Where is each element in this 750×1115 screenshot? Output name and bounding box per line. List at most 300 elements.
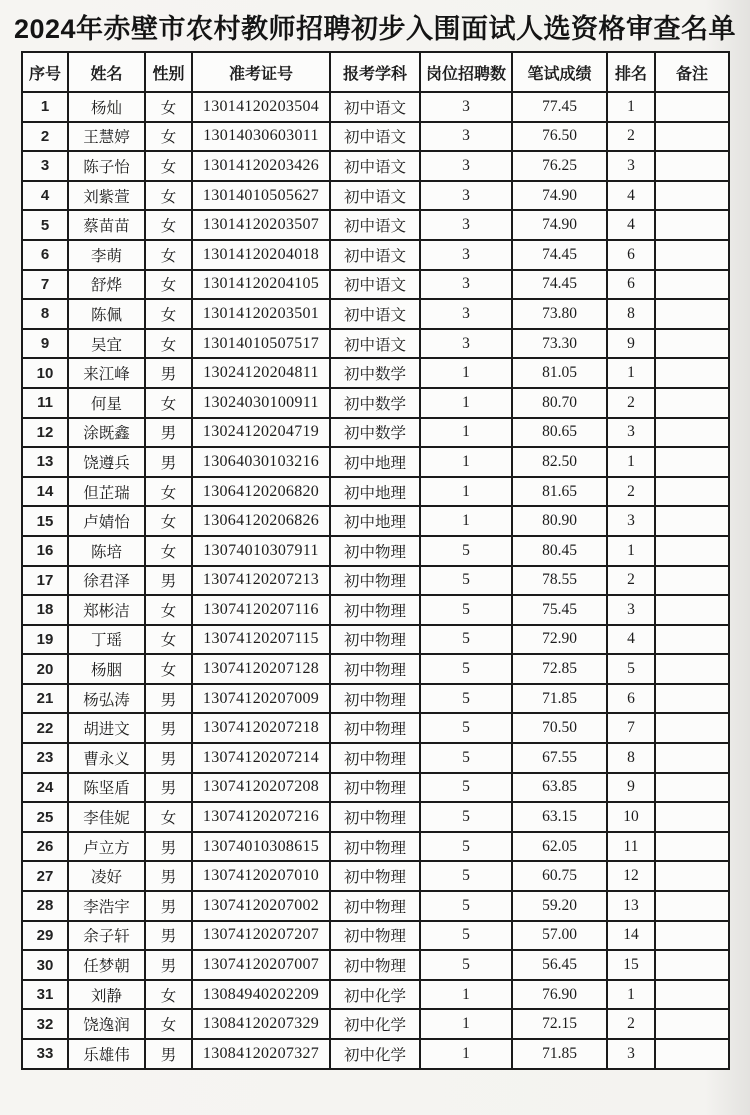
- cell-no: 1: [22, 92, 68, 122]
- cell-exam-no: 13084120207327: [192, 1039, 330, 1069]
- cell-exam-no: 13074120207207: [192, 921, 330, 951]
- cell-gender: 女: [145, 625, 192, 655]
- cell-rank: 5: [607, 654, 655, 684]
- cell-positions: 5: [420, 595, 512, 625]
- cell-exam-no: 13074120207216: [192, 802, 330, 832]
- cell-subject: 初中物理: [330, 861, 420, 891]
- cell-no: 33: [22, 1039, 68, 1069]
- cell-remark: [655, 92, 729, 122]
- table-row: [22, 358, 729, 388]
- table-row: [22, 329, 729, 359]
- cell-positions: 5: [420, 802, 512, 832]
- cell-score: 62.05: [512, 832, 607, 862]
- cell-rank: 2: [607, 477, 655, 507]
- cell-subject: 初中语文: [330, 329, 420, 359]
- cell-gender: 女: [145, 388, 192, 418]
- cell-score: 74.45: [512, 270, 607, 300]
- cell-remark: [655, 713, 729, 743]
- table-row: [22, 595, 729, 625]
- cell-name: 但芷瑞: [68, 477, 145, 507]
- cell-score: 73.30: [512, 329, 607, 359]
- table-row: [22, 625, 729, 655]
- cell-remark: [655, 240, 729, 270]
- cell-subject: 初中化学: [330, 1009, 420, 1039]
- cell-name: 杨胭: [68, 654, 145, 684]
- cell-name: 舒烨: [68, 270, 145, 300]
- cell-name: 陈培: [68, 536, 145, 566]
- cell-remark: [655, 980, 729, 1010]
- cell-remark: [655, 566, 729, 596]
- cell-score: 74.45: [512, 240, 607, 270]
- cell-positions: 1: [420, 418, 512, 448]
- cell-positions: 3: [420, 240, 512, 270]
- cell-subject: 初中物理: [330, 566, 420, 596]
- cell-name: 李佳妮: [68, 802, 145, 832]
- cell-no: 29: [22, 921, 68, 951]
- cell-rank: 1: [607, 536, 655, 566]
- cell-rank: 13: [607, 891, 655, 921]
- cell-subject: 初中地理: [330, 447, 420, 477]
- header-no: 序号: [22, 52, 68, 92]
- cell-remark: [655, 418, 729, 448]
- cell-remark: [655, 477, 729, 507]
- cell-name: 乐雄伟: [68, 1039, 145, 1069]
- cell-subject: 初中化学: [330, 980, 420, 1010]
- cell-rank: 2: [607, 388, 655, 418]
- cell-score: 72.90: [512, 625, 607, 655]
- table-row: [22, 1039, 729, 1069]
- table-row: [22, 122, 729, 152]
- cell-positions: 5: [420, 684, 512, 714]
- cell-exam-no: 13074010307911: [192, 536, 330, 566]
- cell-rank: 3: [607, 418, 655, 448]
- cell-gender: 男: [145, 832, 192, 862]
- cell-no: 13: [22, 447, 68, 477]
- cell-remark: [655, 684, 729, 714]
- header-name: 姓名: [68, 52, 145, 92]
- cell-remark: [655, 654, 729, 684]
- table-row: [22, 447, 729, 477]
- cell-gender: 女: [145, 536, 192, 566]
- cell-rank: 6: [607, 684, 655, 714]
- cell-subject: 初中物理: [330, 802, 420, 832]
- cell-exam-no: 13014120203507: [192, 210, 330, 240]
- cell-score: 75.45: [512, 595, 607, 625]
- header-score: 笔试成绩: [512, 52, 607, 92]
- header-exam-no: 准考证号: [192, 52, 330, 92]
- cell-gender: 男: [145, 950, 192, 980]
- cell-score: 72.15: [512, 1009, 607, 1039]
- cell-positions: 5: [420, 654, 512, 684]
- cell-gender: 男: [145, 861, 192, 891]
- cell-gender: 男: [145, 358, 192, 388]
- cell-gender: 男: [145, 891, 192, 921]
- cell-name: 李萌: [68, 240, 145, 270]
- cell-rank: 1: [607, 980, 655, 1010]
- cell-name: 李浩宇: [68, 891, 145, 921]
- cell-exam-no: 13084120207329: [192, 1009, 330, 1039]
- cell-positions: 1: [420, 388, 512, 418]
- cell-exam-no: 13074120207009: [192, 684, 330, 714]
- cell-rank: 12: [607, 861, 655, 891]
- cell-gender: 女: [145, 506, 192, 536]
- cell-no: 4: [22, 181, 68, 211]
- cell-rank: 6: [607, 270, 655, 300]
- cell-gender: 女: [145, 595, 192, 625]
- cell-rank: 1: [607, 92, 655, 122]
- cell-gender: 女: [145, 92, 192, 122]
- cell-remark: [655, 595, 729, 625]
- cell-gender: 女: [145, 980, 192, 1010]
- cell-positions: 3: [420, 329, 512, 359]
- cell-exam-no: 13024120204719: [192, 418, 330, 448]
- table-body: [22, 92, 729, 1069]
- cell-name: 何星: [68, 388, 145, 418]
- cell-exam-no: 13014120204105: [192, 270, 330, 300]
- cell-subject: 初中语文: [330, 122, 420, 152]
- cell-score: 56.45: [512, 950, 607, 980]
- cell-name: 任梦朝: [68, 950, 145, 980]
- table-row: [22, 240, 729, 270]
- cell-score: 74.90: [512, 210, 607, 240]
- cell-remark: [655, 329, 729, 359]
- cell-gender: 女: [145, 477, 192, 507]
- cell-score: 63.85: [512, 773, 607, 803]
- table-row: [22, 743, 729, 773]
- cell-remark: [655, 773, 729, 803]
- cell-remark: [655, 625, 729, 655]
- cell-exam-no: 13074120207115: [192, 625, 330, 655]
- table-row: [22, 861, 729, 891]
- cell-score: 81.05: [512, 358, 607, 388]
- cell-score: 81.65: [512, 477, 607, 507]
- cell-rank: 10: [607, 802, 655, 832]
- cell-remark: [655, 181, 729, 211]
- cell-name: 徐君泽: [68, 566, 145, 596]
- cell-positions: 1: [420, 477, 512, 507]
- cell-gender: 男: [145, 566, 192, 596]
- cell-rank: 9: [607, 773, 655, 803]
- cell-score: 71.85: [512, 684, 607, 714]
- cell-positions: 5: [420, 566, 512, 596]
- cell-exam-no: 13064030103216: [192, 447, 330, 477]
- cell-no: 20: [22, 654, 68, 684]
- cell-gender: 男: [145, 418, 192, 448]
- cell-score: 72.85: [512, 654, 607, 684]
- cell-name: 陈坚盾: [68, 773, 145, 803]
- cell-rank: 1: [607, 447, 655, 477]
- table-row: [22, 388, 729, 418]
- cell-exam-no: 13014010505627: [192, 181, 330, 211]
- table-row: [22, 832, 729, 862]
- cell-subject: 初中物理: [330, 950, 420, 980]
- cell-name: 饶遵兵: [68, 447, 145, 477]
- cell-name: 蔡苗苗: [68, 210, 145, 240]
- cell-no: 27: [22, 861, 68, 891]
- table-row: [22, 210, 729, 240]
- cell-score: 82.50: [512, 447, 607, 477]
- cell-subject: 初中物理: [330, 595, 420, 625]
- header-subject: 报考学科: [330, 52, 420, 92]
- cell-gender: 女: [145, 270, 192, 300]
- cell-subject: 初中物理: [330, 773, 420, 803]
- cell-gender: 男: [145, 773, 192, 803]
- cell-rank: 2: [607, 1009, 655, 1039]
- cell-name: 杨弘涛: [68, 684, 145, 714]
- cell-name: 曹永义: [68, 743, 145, 773]
- cell-score: 80.45: [512, 536, 607, 566]
- cell-exam-no: 13014120204018: [192, 240, 330, 270]
- table-header: [22, 52, 729, 92]
- document-page: [0, 7, 750, 1115]
- cell-name: 陈子怡: [68, 151, 145, 181]
- cell-no: 12: [22, 418, 68, 448]
- cell-exam-no: 13024120204811: [192, 358, 330, 388]
- table-row: [22, 921, 729, 951]
- cell-no: 31: [22, 980, 68, 1010]
- cell-score: 80.70: [512, 388, 607, 418]
- cell-gender: 男: [145, 447, 192, 477]
- cell-name: 来江峰: [68, 358, 145, 388]
- cell-score: 73.80: [512, 299, 607, 329]
- cell-score: 63.15: [512, 802, 607, 832]
- table-row: [22, 151, 729, 181]
- header-remark: 备注: [655, 52, 729, 92]
- cell-gender: 女: [145, 329, 192, 359]
- cell-name: 陈佩: [68, 299, 145, 329]
- table-row: [22, 566, 729, 596]
- cell-gender: 男: [145, 1039, 192, 1069]
- cell-no: 26: [22, 832, 68, 862]
- cell-score: 77.45: [512, 92, 607, 122]
- cell-subject: 初中语文: [330, 151, 420, 181]
- cell-exam-no: 13014010507517: [192, 329, 330, 359]
- cell-positions: 3: [420, 210, 512, 240]
- cell-gender: 女: [145, 240, 192, 270]
- cell-remark: [655, 299, 729, 329]
- cell-name: 余子轩: [68, 921, 145, 951]
- cell-rank: 8: [607, 299, 655, 329]
- cell-gender: 女: [145, 181, 192, 211]
- cell-subject: 初中物理: [330, 684, 420, 714]
- cell-rank: 9: [607, 329, 655, 359]
- cell-name: 刘紫萱: [68, 181, 145, 211]
- cell-positions: 1: [420, 447, 512, 477]
- cell-name: 丁瑶: [68, 625, 145, 655]
- cell-remark: [655, 861, 729, 891]
- cell-exam-no: 13084940202209: [192, 980, 330, 1010]
- cell-name: 卢婧怡: [68, 506, 145, 536]
- cell-remark: [655, 536, 729, 566]
- cell-no: 14: [22, 477, 68, 507]
- cell-subject: 初中物理: [330, 891, 420, 921]
- cell-remark: [655, 210, 729, 240]
- cell-remark: [655, 743, 729, 773]
- cell-no: 16: [22, 536, 68, 566]
- cell-remark: [655, 1009, 729, 1039]
- cell-rank: 6: [607, 240, 655, 270]
- cell-subject: 初中物理: [330, 832, 420, 862]
- table-row: [22, 980, 729, 1010]
- cell-no: 15: [22, 506, 68, 536]
- cell-rank: 1: [607, 358, 655, 388]
- cell-subject: 初中数学: [330, 358, 420, 388]
- header-positions: 岗位招聘数: [420, 52, 512, 92]
- cell-rank: 3: [607, 151, 655, 181]
- cell-exam-no: 13074120207214: [192, 743, 330, 773]
- cell-remark: [655, 950, 729, 980]
- header-gender: 性别: [145, 52, 192, 92]
- cell-exam-no: 13074120207007: [192, 950, 330, 980]
- cell-positions: 3: [420, 92, 512, 122]
- cell-remark: [655, 358, 729, 388]
- cell-gender: 女: [145, 1009, 192, 1039]
- cell-no: 25: [22, 802, 68, 832]
- cell-exam-no: 13014030603011: [192, 122, 330, 152]
- cell-no: 22: [22, 713, 68, 743]
- cell-remark: [655, 447, 729, 477]
- cell-subject: 初中语文: [330, 92, 420, 122]
- cell-no: 7: [22, 270, 68, 300]
- cell-name: 郑彬洁: [68, 595, 145, 625]
- cell-exam-no: 13074120207213: [192, 566, 330, 596]
- cell-score: 71.85: [512, 1039, 607, 1069]
- cell-exam-no: 13074120207002: [192, 891, 330, 921]
- cell-score: 76.90: [512, 980, 607, 1010]
- cell-positions: 5: [420, 832, 512, 862]
- cell-rank: 11: [607, 832, 655, 862]
- cell-name: 凌好: [68, 861, 145, 891]
- cell-no: 10: [22, 358, 68, 388]
- cell-name: 涂既鑫: [68, 418, 145, 448]
- cell-positions: 5: [420, 536, 512, 566]
- cell-score: 74.90: [512, 181, 607, 211]
- cell-subject: 初中语文: [330, 210, 420, 240]
- cell-rank: 14: [607, 921, 655, 951]
- cell-remark: [655, 921, 729, 951]
- cell-no: 23: [22, 743, 68, 773]
- cell-score: 59.20: [512, 891, 607, 921]
- cell-remark: [655, 832, 729, 862]
- cell-exam-no: 13074120207116: [192, 595, 330, 625]
- cell-subject: 初中物理: [330, 743, 420, 773]
- cell-positions: 3: [420, 122, 512, 152]
- cell-subject: 初中物理: [330, 536, 420, 566]
- page-title: 2024年赤壁市农村教师招聘初步入围面试人选资格审查名单: [13, 14, 737, 44]
- cell-rank: 15: [607, 950, 655, 980]
- cell-gender: 男: [145, 921, 192, 951]
- cell-subject: 初中语文: [330, 270, 420, 300]
- cell-subject: 初中物理: [330, 654, 420, 684]
- cell-score: 78.55: [512, 566, 607, 596]
- cell-no: 18: [22, 595, 68, 625]
- cell-exam-no: 13064120206820: [192, 477, 330, 507]
- cell-remark: [655, 1039, 729, 1069]
- cell-remark: [655, 388, 729, 418]
- cell-no: 5: [22, 210, 68, 240]
- cell-rank: 3: [607, 595, 655, 625]
- cell-exam-no: 13074120207208: [192, 773, 330, 803]
- cell-no: 24: [22, 773, 68, 803]
- table-row: [22, 773, 729, 803]
- cell-rank: 8: [607, 743, 655, 773]
- cell-no: 21: [22, 684, 68, 714]
- cell-rank: 4: [607, 181, 655, 211]
- cell-subject: 初中物理: [330, 713, 420, 743]
- cell-exam-no: 13014120203501: [192, 299, 330, 329]
- cell-exam-no: 13014120203426: [192, 151, 330, 181]
- cell-no: 3: [22, 151, 68, 181]
- cell-score: 76.25: [512, 151, 607, 181]
- cell-positions: 3: [420, 270, 512, 300]
- cell-score: 70.50: [512, 713, 607, 743]
- cell-remark: [655, 270, 729, 300]
- cell-remark: [655, 506, 729, 536]
- cell-positions: 3: [420, 151, 512, 181]
- cell-score: 80.90: [512, 506, 607, 536]
- table-row: [22, 950, 729, 980]
- table-row: [22, 802, 729, 832]
- cell-name: 吴宜: [68, 329, 145, 359]
- cell-name: 卢立方: [68, 832, 145, 862]
- cell-score: 67.55: [512, 743, 607, 773]
- cell-positions: 5: [420, 861, 512, 891]
- cell-name: 饶逸润: [68, 1009, 145, 1039]
- cell-positions: 5: [420, 950, 512, 980]
- cell-positions: 1: [420, 980, 512, 1010]
- cell-no: 28: [22, 891, 68, 921]
- cell-gender: 女: [145, 151, 192, 181]
- table-row: [22, 713, 729, 743]
- cell-no: 30: [22, 950, 68, 980]
- cell-subject: 初中数学: [330, 388, 420, 418]
- cell-positions: 3: [420, 299, 512, 329]
- table-row: [22, 654, 729, 684]
- cell-positions: 5: [420, 921, 512, 951]
- header-row: [22, 52, 729, 92]
- cell-gender: 男: [145, 743, 192, 773]
- cell-name: 刘静: [68, 980, 145, 1010]
- cell-gender: 男: [145, 684, 192, 714]
- table-row: [22, 181, 729, 211]
- cell-no: 32: [22, 1009, 68, 1039]
- cell-rank: 3: [607, 506, 655, 536]
- cell-subject: 初中物理: [330, 625, 420, 655]
- cell-gender: 女: [145, 122, 192, 152]
- cell-rank: 2: [607, 566, 655, 596]
- cell-positions: 5: [420, 713, 512, 743]
- cell-exam-no: 13074010308615: [192, 832, 330, 862]
- cell-score: 80.65: [512, 418, 607, 448]
- cell-exam-no: 13074120207218: [192, 713, 330, 743]
- cell-remark: [655, 151, 729, 181]
- cell-subject: 初中地理: [330, 477, 420, 507]
- cell-exam-no: 13064120206826: [192, 506, 330, 536]
- cell-gender: 女: [145, 299, 192, 329]
- cell-score: 57.00: [512, 921, 607, 951]
- cell-positions: 1: [420, 1009, 512, 1039]
- cell-positions: 1: [420, 358, 512, 388]
- table-row: [22, 684, 729, 714]
- cell-no: 9: [22, 329, 68, 359]
- table-row: [22, 418, 729, 448]
- cell-score: 60.75: [512, 861, 607, 891]
- cell-no: 11: [22, 388, 68, 418]
- cell-subject: 初中语文: [330, 299, 420, 329]
- cell-subject: 初中化学: [330, 1039, 420, 1069]
- cell-positions: 5: [420, 773, 512, 803]
- cell-subject: 初中数学: [330, 418, 420, 448]
